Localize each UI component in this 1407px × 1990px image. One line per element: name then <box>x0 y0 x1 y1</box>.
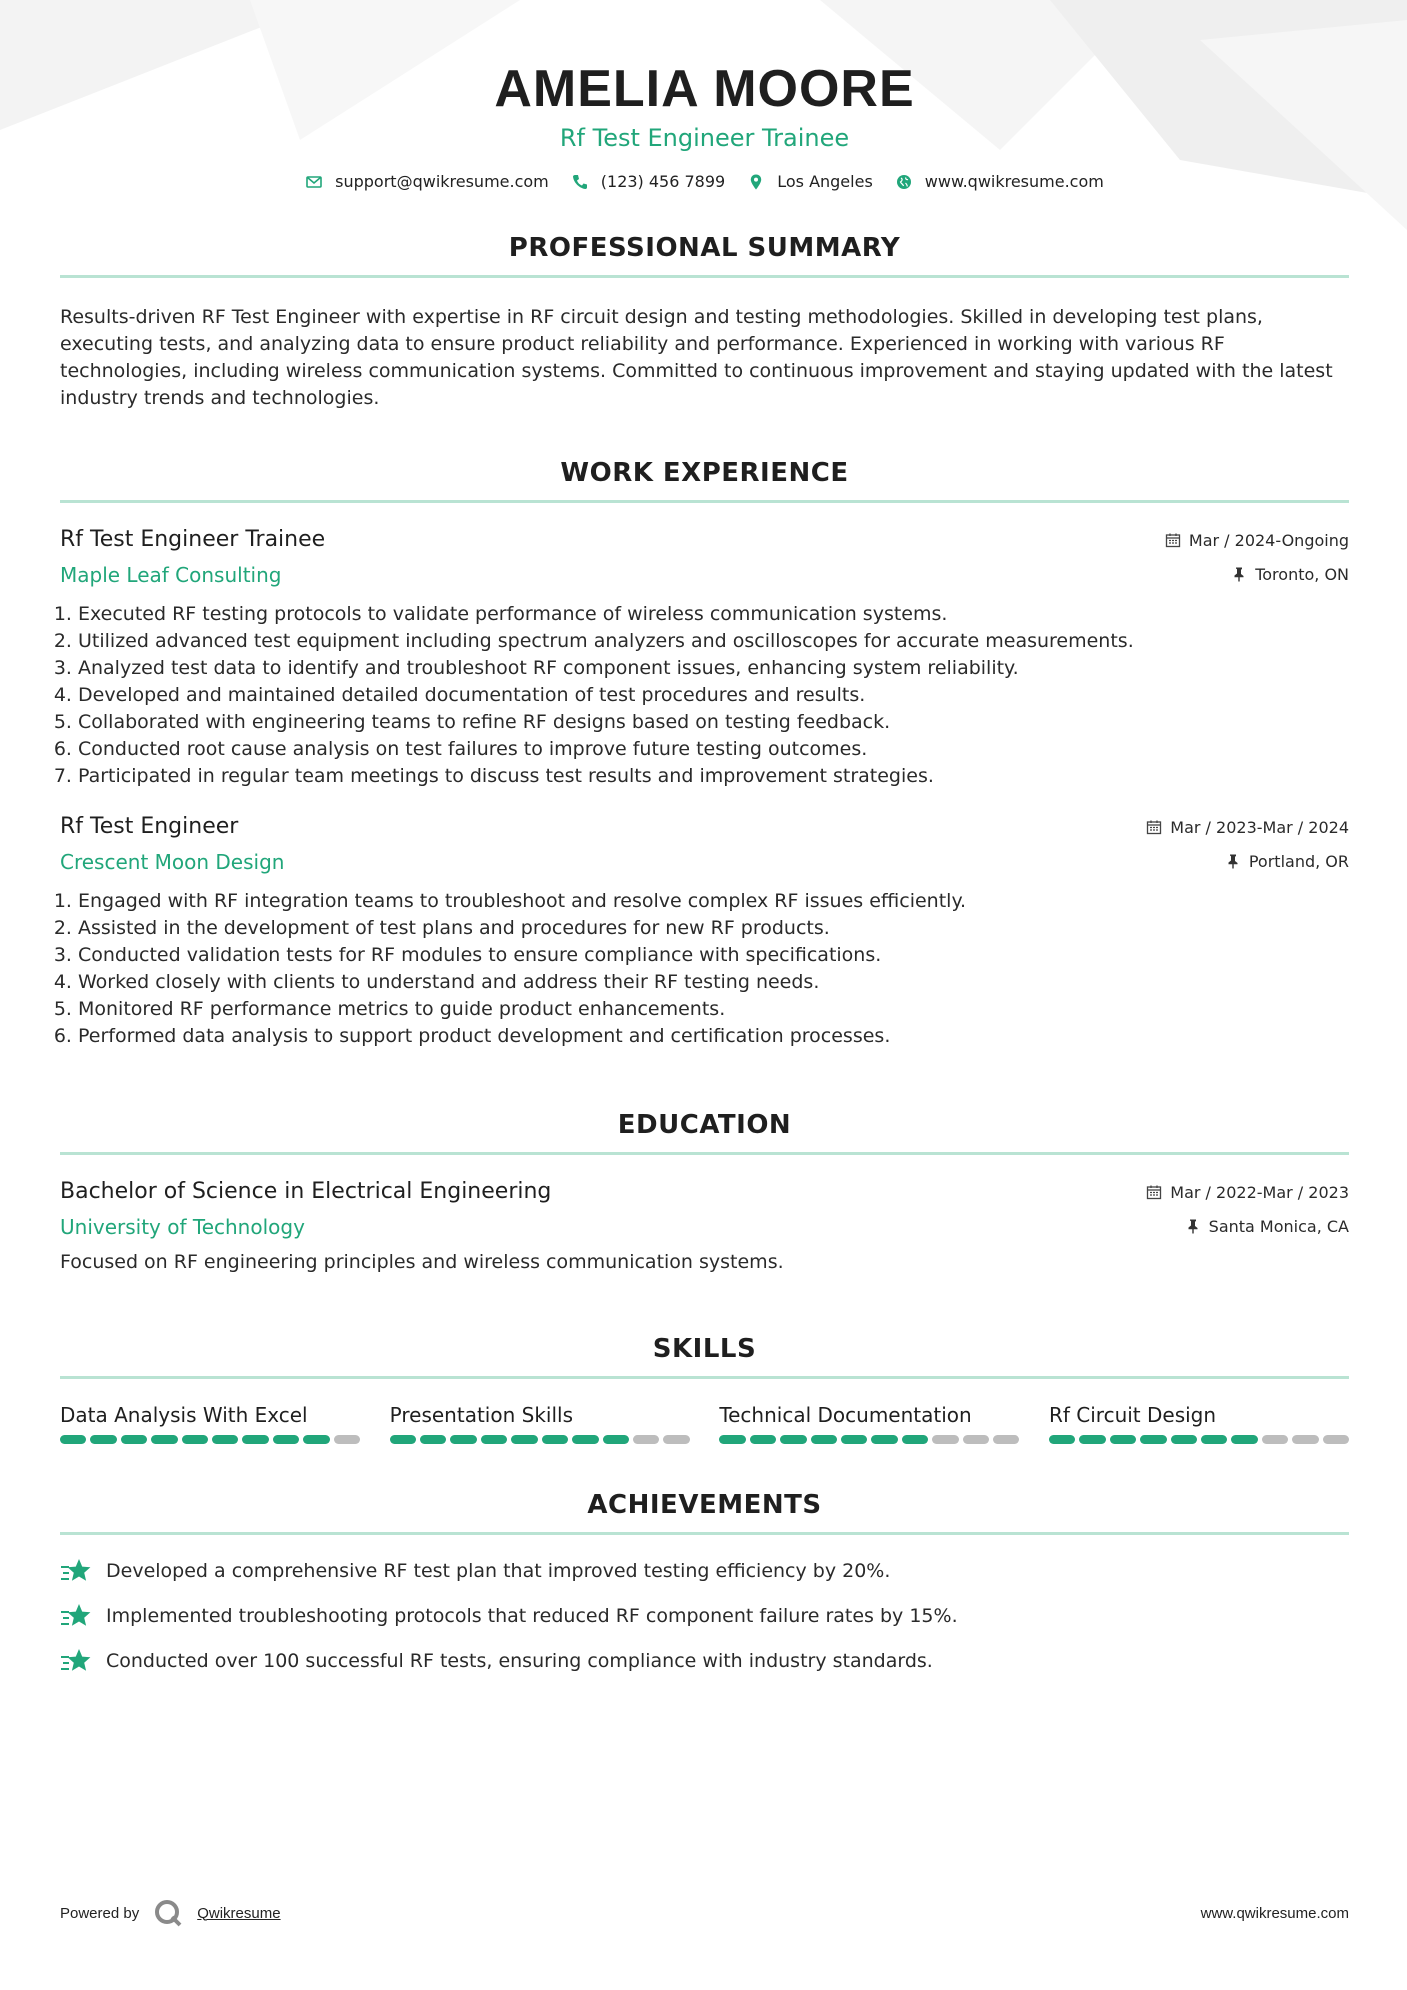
skill-segment-filled <box>273 1435 299 1444</box>
company-name: Maple Leaf Consulting <box>60 563 282 587</box>
list-item: 3. Analyzed test data to identify and troubleshoot RF component issues, enhancing system reliability. <box>78 655 1349 682</box>
job-dates <box>1146 812 1349 842</box>
pushpin-icon <box>1225 853 1241 869</box>
achievement-text: Conducted over 100 successful RF tests, ensuring compliance with industry standards. <box>106 1649 933 1672</box>
skill-segment-empty <box>663 1435 689 1444</box>
skill-segment-filled <box>902 1435 928 1444</box>
job-title: Rf Test Engineer <box>60 814 239 839</box>
skill-name: Presentation Skills <box>389 1403 573 1427</box>
skill-level-bar <box>60 1435 360 1444</box>
pushpin-icon <box>1231 566 1247 582</box>
skill-item <box>1049 1401 1349 1444</box>
skill-segment-filled <box>511 1435 537 1444</box>
contact-website[interactable] <box>895 172 1104 191</box>
achievement-text: Implemented troubleshooting protocols that reduced RF component failure rates by 15%. <box>106 1604 958 1627</box>
map-marker-icon <box>747 173 765 191</box>
star-icon <box>60 1557 92 1585</box>
list-item: 4. Developed and maintained detailed documentation of test procedures and results. <box>78 682 1349 709</box>
job-dates <box>1165 525 1349 555</box>
calendar-icon <box>1146 819 1162 835</box>
education-header <box>60 1177 1349 1241</box>
skills-list <box>60 1401 1349 1444</box>
brand-link[interactable]: Qwikresume <box>197 1904 281 1922</box>
calendar-icon <box>1165 532 1181 548</box>
skill-segment-filled <box>390 1435 416 1444</box>
website-text: www.qwikresume.com <box>924 172 1104 191</box>
dates-text: Mar / 2023-Mar / 2024 <box>1170 817 1349 837</box>
skill-item <box>390 1401 690 1444</box>
skill-segment-filled <box>750 1435 776 1444</box>
skill-segment-filled <box>542 1435 568 1444</box>
experience-heading: WORK EXPERIENCE <box>560 458 849 488</box>
skill-name: Technical Documentation <box>719 1403 972 1427</box>
contact-location <box>747 172 873 191</box>
skill-segment-filled <box>420 1435 446 1444</box>
star-icon <box>60 1647 92 1675</box>
company-name: Crescent Moon Design <box>60 850 285 874</box>
education-location <box>1146 1211 1349 1241</box>
achievements-heading: ACHIEVEMENTS <box>587 1490 822 1520</box>
job-left <box>60 525 325 589</box>
list-item: 2. Assisted in the development of test plans and procedures for new RF products. <box>78 915 1349 942</box>
education-meta <box>1146 1177 1349 1241</box>
list-item: 1. Engaged with RF integration teams to troubleshoot and resolve complex RF issues efficiently. <box>78 888 1349 915</box>
skill-segment-filled <box>1049 1435 1075 1444</box>
contact-bar <box>60 172 1349 191</box>
achievements-section <box>60 1488 1349 1675</box>
job-entry <box>60 812 1349 1050</box>
skill-segment-empty <box>993 1435 1019 1444</box>
page-footer <box>60 1898 1349 1928</box>
skill-name: Data Analysis With Excel <box>60 1403 308 1427</box>
star-icon <box>60 1602 92 1630</box>
education-description: Focused on RF engineering principles and wireless communication systems. <box>60 1251 784 1273</box>
skill-item <box>60 1401 360 1444</box>
job-left <box>60 812 284 876</box>
summary-heading: PROFESSIONAL SUMMARY <box>508 233 901 263</box>
education-heading: EDUCATION <box>617 1110 792 1140</box>
skill-segment-filled <box>60 1435 86 1444</box>
duty-list <box>60 601 1349 790</box>
list-item: 7. Participated in regular team meetings to discuss test results and improvement strategies. <box>78 763 1349 790</box>
job-meta <box>1146 812 1349 876</box>
section-divider <box>60 1152 1349 1155</box>
skill-segment-empty <box>963 1435 989 1444</box>
list-item: 2. Utilized advanced test equipment including spectrum analyzers and oscilloscopes for accurate measurements. <box>78 628 1349 655</box>
resume-page <box>60 0 1349 1675</box>
dates-text: Mar / 2022-Mar / 2023 <box>1170 1182 1349 1202</box>
pushpin-icon <box>1185 1218 1201 1234</box>
skills-heading: SKILLS <box>652 1334 757 1364</box>
skill-segment-empty <box>633 1435 659 1444</box>
skill-segment-filled <box>603 1435 629 1444</box>
skill-segment-filled <box>811 1435 837 1444</box>
skill-segment-filled <box>212 1435 238 1444</box>
section-divider <box>60 1376 1349 1379</box>
education-dates <box>1146 1177 1349 1207</box>
envelope-icon <box>305 173 323 191</box>
achievement-text: Developed a comprehensive RF test plan that improved testing efficiency by 20%. <box>106 1559 891 1582</box>
summary-text: Results-driven RF Test Engineer with expertise in RF circuit design and testing methodologies. Skilled in developing test plans, executing tests, and analyzing data to ensure product reliability and performance. Experienced in working with various RF technologies, including wireless communication systems. Committed to continuous improvement and staying updated with the latest industry trends and technologies. <box>60 306 1333 409</box>
achievement-list <box>60 1557 1349 1675</box>
qwikresume-logo-icon <box>153 1898 183 1928</box>
candidate-title: Rf Test Engineer Trainee <box>559 124 850 152</box>
contact-email[interactable] <box>305 172 549 191</box>
job-title: Rf Test Engineer Trainee <box>60 527 326 552</box>
contact-phone[interactable] <box>571 172 725 191</box>
powered-by-label: Powered by <box>60 1904 140 1922</box>
list-item: 5. Monitored RF performance metrics to guide product enhancements. <box>78 996 1349 1023</box>
skill-level-bar <box>390 1435 690 1444</box>
list-item: 4. Worked closely with clients to understand and address their RF testing needs. <box>78 969 1349 996</box>
skill-segment-filled <box>450 1435 476 1444</box>
skill-level-bar <box>719 1435 1019 1444</box>
skill-segment-filled <box>242 1435 268 1444</box>
email-text: support@qwikresume.com <box>335 172 549 191</box>
skill-segment-filled <box>871 1435 897 1444</box>
skill-level-bar <box>1049 1435 1349 1444</box>
location-text: Santa Monica, CA <box>1208 1216 1349 1236</box>
job-location <box>1146 846 1349 876</box>
job-location <box>1165 559 1349 589</box>
experience-section <box>60 456 1349 1050</box>
duty-list <box>60 888 1349 1050</box>
job-entry <box>60 525 1349 790</box>
location-text: Toronto, ON <box>1255 564 1349 584</box>
candidate-name: AMELIA MOORE <box>494 60 915 118</box>
job-header <box>60 812 1349 876</box>
location-text: Los Angeles <box>777 172 873 191</box>
list-item: 5. Collaborated with engineering teams to refine RF designs based on testing feedback. <box>78 709 1349 736</box>
school-name: University of Technology <box>60 1215 305 1239</box>
skill-name: Rf Circuit Design <box>1048 1403 1217 1427</box>
list-item: 3. Conducted validation tests for RF modules to ensure compliance with specifications. <box>78 942 1349 969</box>
list-item: 6. Conducted root cause analysis on test failures to improve future testing outcomes. <box>78 736 1349 763</box>
skill-segment-empty <box>334 1435 360 1444</box>
phone-icon <box>571 173 589 191</box>
achievement-item <box>60 1557 1349 1585</box>
achievement-item <box>60 1647 1349 1675</box>
resume-header <box>60 0 1349 191</box>
skill-item <box>719 1401 1019 1444</box>
phone-text: (123) 456 7899 <box>600 172 726 191</box>
skill-segment-filled <box>780 1435 806 1444</box>
location-text: Portland, OR <box>1248 851 1349 871</box>
list-item: 1. Executed RF testing protocols to validate performance of wireless communication systems. <box>78 601 1349 628</box>
list-item: 6. Performed data analysis to support product development and certification processes. <box>78 1023 1349 1050</box>
job-meta <box>1165 525 1349 589</box>
dates-text: Mar / 2024-Ongoing <box>1188 530 1349 550</box>
education-section <box>60 1108 1349 1276</box>
skill-segment-filled <box>1201 1435 1227 1444</box>
section-divider <box>60 1532 1349 1535</box>
achievement-item <box>60 1602 1349 1630</box>
skill-segment-filled <box>1171 1435 1197 1444</box>
skill-segment-filled <box>572 1435 598 1444</box>
skill-segment-filled <box>1140 1435 1166 1444</box>
job-header <box>60 525 1349 589</box>
skill-segment-empty <box>1262 1435 1288 1444</box>
powered-by <box>60 1898 281 1928</box>
summary-section <box>60 231 1349 412</box>
skill-segment-empty <box>932 1435 958 1444</box>
skills-section <box>60 1332 1349 1444</box>
skill-segment-empty <box>1323 1435 1349 1444</box>
footer-website[interactable]: www.qwikresume.com <box>1200 1904 1349 1922</box>
skill-segment-filled <box>90 1435 116 1444</box>
skill-segment-empty <box>1292 1435 1318 1444</box>
skill-segment-filled <box>1079 1435 1105 1444</box>
skill-segment-filled <box>1110 1435 1136 1444</box>
skill-segment-filled <box>1231 1435 1257 1444</box>
section-divider <box>60 275 1349 278</box>
skill-segment-filled <box>841 1435 867 1444</box>
skill-segment-filled <box>719 1435 745 1444</box>
skill-segment-filled <box>182 1435 208 1444</box>
degree-name: Bachelor of Science in Electrical Engineering <box>60 1179 552 1204</box>
section-divider <box>60 500 1349 503</box>
skill-segment-filled <box>303 1435 329 1444</box>
calendar-icon <box>1146 1184 1162 1200</box>
education-left <box>60 1177 551 1241</box>
globe-icon <box>895 173 913 191</box>
skill-segment-filled <box>481 1435 507 1444</box>
skill-segment-filled <box>151 1435 177 1444</box>
skill-segment-filled <box>121 1435 147 1444</box>
